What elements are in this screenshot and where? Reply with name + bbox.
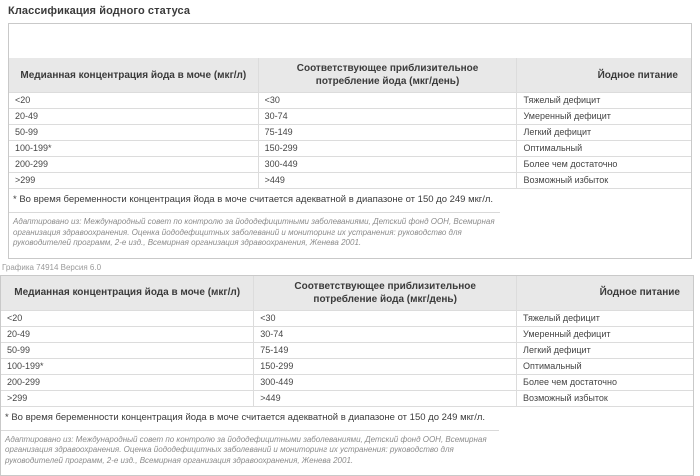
column-header-iodine-nutrition: Йодное питание [517,276,693,311]
table-footnote: * Во время беременности концентрация йода в моче считается адекватной в диапазоне от 150 до 249 мкг/л. [9,188,691,207]
source-attribution: Адаптировано из: Международный совет по контролю за йододефицитными заболеваниями, Детский фонд ООН, Всемирная организация здравоохранения. Оценка йододефицитных заболеваний и мониторинг их устранения: руководство для руководителей программ, 2-е изд., Всемирная организация здравоохранения, Женева 2001. [9,217,513,258]
table-cell: 75-149 [254,342,517,358]
table-row [1,310,693,326]
table-cell: Возможный избыток [517,390,693,406]
table-cell: Умеренный дефицит [517,326,693,342]
table-row [1,358,693,374]
table-cell: Легкий дефицит [517,342,693,358]
table-cell: Более чем достаточно [517,157,691,173]
table-cell: Оптимальный [517,358,693,374]
table-row [9,125,691,141]
table-cell: Тяжелый дефицит [517,93,691,109]
table-cell: 75-149 [258,125,517,141]
source-attribution: Адаптировано из: Международный совет по контролю за йододефицитными заболеваниями, Детский фонд ООН, Всемирная организация здравоохранения. Оценка йододефицитных заболеваний и мониторинг их устранения: руководство для руководителей программ, 2-е изд., Всемирная организация здравоохранения, Женева 2001. [1,435,505,476]
table-header [9,58,691,93]
table-row [1,342,693,358]
table-header-row [9,58,691,93]
table-cell: 300-449 [254,374,517,390]
table-row [9,157,691,173]
table-cell: 150-299 [258,141,517,157]
column-header-iodine-intake: Соответствующее приблизительное потребление йода (мкг/день) [258,58,517,93]
page-title: Классификация йодного статуса [8,5,700,17]
footnote-separator [9,212,500,213]
iodine-status-table [9,58,691,188]
table-cell: 50-99 [1,342,254,358]
footnote-separator [1,430,499,431]
table-header-row [1,276,693,311]
graphic-caption: Графика 74914 Версия 6.0 [2,263,700,272]
table-cell: 200-299 [1,374,254,390]
table-cell: 100-199* [9,141,258,157]
table-cell: <30 [254,310,517,326]
table-body [1,310,693,406]
table-cell: Более чем достаточно [517,374,693,390]
table-cell: 30-74 [254,326,517,342]
table-cell: 300-449 [258,157,517,173]
table-body [9,93,691,189]
table-cell: <20 [1,310,254,326]
column-header-urine-concentration: Медианная концентрация йода в моче (мкг/л) [1,276,254,311]
table-cell: <30 [258,93,517,109]
graphic-box-first [8,23,692,259]
table-header [1,276,693,311]
column-header-urine-concentration: Медианная концентрация йода в моче (мкг/л) [9,58,258,93]
table-cell: 20-49 [1,326,254,342]
table-cell: Умеренный дефицит [517,109,691,125]
table-cell: 150-299 [254,358,517,374]
table-cell: Оптимальный [517,141,691,157]
table-cell: 30-74 [258,109,517,125]
table-row [9,93,691,109]
table-cell: Тяжелый дефицит [517,310,693,326]
table-cell: Возможный избыток [517,173,691,189]
iodine-status-table [1,276,693,406]
table-cell: 20-49 [9,109,258,125]
table-footnote: * Во время беременности концентрация йода в моче считается адекватной в диапазоне от 150 до 249 мкг/л. [1,406,693,425]
page [0,5,700,447]
table-cell: 100-199* [1,358,254,374]
table-cell: >299 [1,390,254,406]
table-row [9,141,691,157]
table-cell: <20 [9,93,258,109]
table-row [9,173,691,189]
table-cell: >449 [254,390,517,406]
column-header-iodine-nutrition: Йодное питание [517,58,691,93]
column-header-iodine-intake: Соответствующее приблизительное потребление йода (мкг/день) [254,276,517,311]
table-row [9,109,691,125]
table-cell: >299 [9,173,258,189]
table-row [1,374,693,390]
graphic-box-second [0,275,694,476]
graphic-top-spacer [9,24,691,58]
table-row [1,326,693,342]
table-row [1,390,693,406]
table-cell: >449 [258,173,517,189]
table-cell: 50-99 [9,125,258,141]
table-cell: 200-299 [9,157,258,173]
table-cell: Легкий дефицит [517,125,691,141]
